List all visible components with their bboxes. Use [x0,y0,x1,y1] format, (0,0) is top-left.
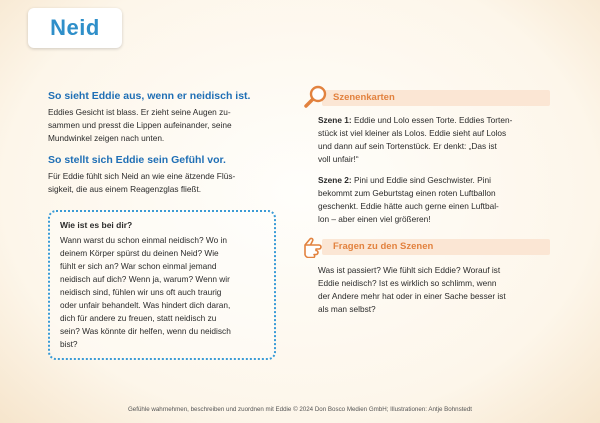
scenes-heading: Szenenkarten [333,92,395,103]
text-line: und dann auf sein Tortenstück. Er denkt: „Das ist [318,141,497,151]
scene-2-text [318,174,558,226]
magnifier-icon [303,84,329,115]
text-line: voll unfair!“ [318,154,359,164]
text-line: Eddie neidisch? Ist es wirklich so schlimm, wenn [318,278,497,288]
text-line: Für Eddie fühlt sich Neid an wie eine ätzende Flüs- [48,171,236,181]
text-line: bist? [60,339,78,349]
text-line: deinem Körper spürst du deinen Neid? Wie [60,248,219,258]
text-line: sammen und presst die Lippen aufeinander, seine [48,120,232,130]
text-line: fühlt er sich an? War schon einmal jemand [60,261,217,271]
text-line: stück ist viel kleiner als Lolos. Eddie sieht auf Lolos [318,128,507,138]
question-box-title: Wie ist es bei dir? [60,220,133,230]
question-box [48,210,276,360]
text-line: Was ist passiert? Wie fühlt sich Eddie? Worauf ist [318,265,501,275]
text-line: lon – aber einen viel größeren! [318,214,431,224]
text-line: Wann warst du schon einmal neidisch? Wo in [60,235,227,245]
paragraph-imagination [48,170,278,196]
text-line: sigkeit, die aus einem Reagenzglas fließt. [48,184,202,194]
text-line: neidisch sind, fühlen wir uns oft auch traurig [60,287,222,297]
pointing-hand-icon [302,236,330,263]
text-line: sein? Was könnte dir helfen, wenn du neidisch [60,326,231,336]
footer-credits: Gefühle wahrnehmen, beschreiben und zuordnen mit Eddie © 2024 Don Bosco Medien GmbH; Illustrationen: Antje Bohnstedt [127,406,473,413]
text-line: neidisch auf dich? Wenn ja, warum? Wenn wir [60,274,230,284]
text-line: Mundwinkel zeigen nach unten. [48,133,165,143]
scene-2-label: Szene 2: [318,175,352,185]
text-line: bekommt zum Geburtstag einen roten Luftballon [318,188,496,198]
heading-appearance: So sieht Eddie aus, wenn er neidisch ist. [48,90,251,102]
text-line: als man selbst? [318,304,376,314]
text-line: Eddie und Lolo essen Torte. Eddies Torten- [351,115,513,125]
title-card [28,8,122,48]
text-line: dich für andere zu freuen, statt neidisch zu [60,313,217,323]
scene-1-label: Szene 1: [318,115,352,125]
heading-imagination: So stellt sich Eddie sein Gefühl vor. [48,154,226,166]
text-line: geschenkt. Eddie hätte auch gerne einen Luftbal- [318,201,499,211]
text-line: oder unfair behandelt. Was hindert dich daran, [60,300,231,310]
questions-text [318,264,558,316]
text-line: Pini und Eddie sind Geschwister. Pini [351,175,491,185]
text-line: der Andere mehr hat oder in einer Sache besser ist [318,291,506,301]
page-title: Neid [50,15,100,40]
text-line: Eddies Gesicht ist blass. Er zieht seine Augen zu- [48,107,231,117]
question-box-text [60,234,272,351]
scene-1-text [318,114,558,166]
paragraph-appearance [48,106,278,145]
questions-heading: Fragen zu den Szenen [333,241,434,252]
